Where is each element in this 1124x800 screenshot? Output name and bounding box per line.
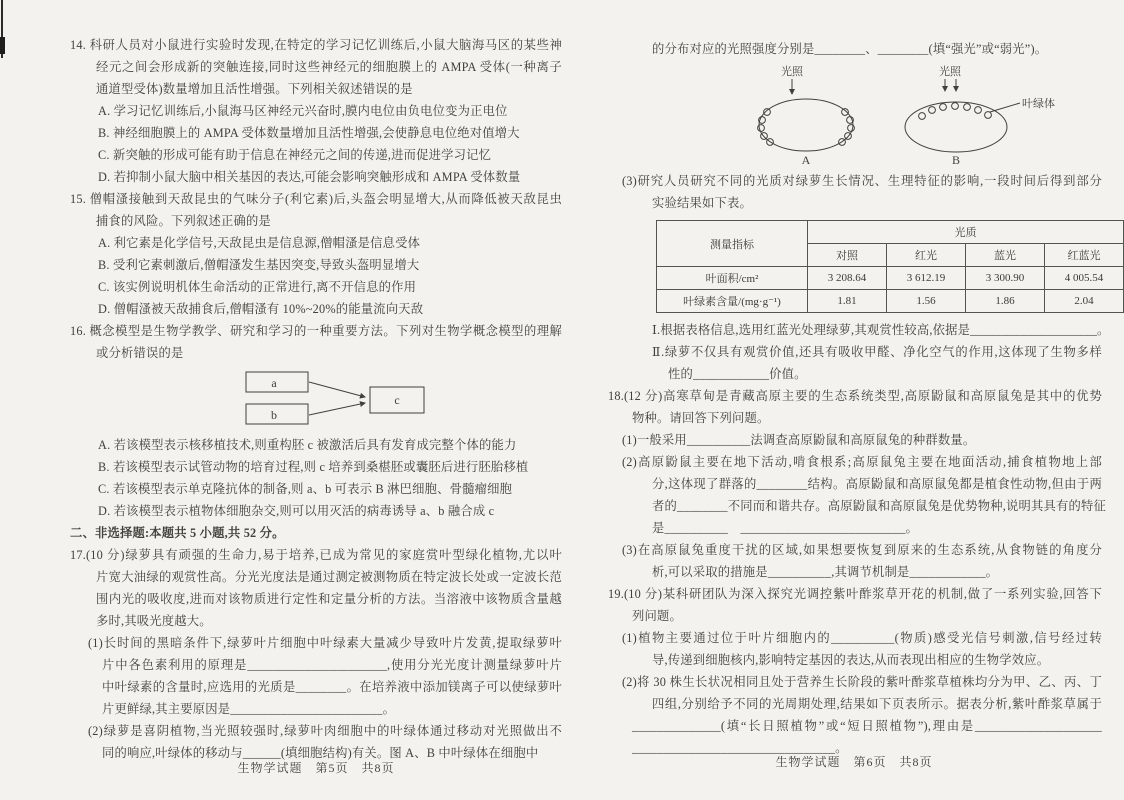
question-18-sub2-line: 者的________不同而和谐共存。高原鼢鼠和高原鼠兔是优势物种,说明其具有的特征 bbox=[652, 499, 1106, 513]
table-row bbox=[657, 290, 1124, 313]
left-page-column bbox=[70, 34, 562, 764]
question-18-sub2-line: 分,这体现了群落的________结构。高原鼢鼠和高原鼠兔都是植食性动物,但由于两 bbox=[652, 477, 1102, 491]
question-17-line: 17.(10 分)绿萝具有顽强的生命力,易于培养,已成为常见的家庭赏叶型绿化植物,尤以叶 bbox=[70, 548, 562, 562]
question-19-line: 19.(10 分)某科研团队为深入探究光调控紫叶酢浆草开花的机制,做了一系列实验,回答下 bbox=[608, 587, 1102, 601]
question-18-sub2-line: (2)高原鼢鼠主要在地下活动,啃食根系;高原鼠兔主要在地面活动,捕食植物地上部 bbox=[622, 455, 1102, 469]
question-19-sub2-line: ________________________________。 bbox=[632, 741, 848, 755]
table-cell: 4 005.54 bbox=[1045, 267, 1124, 290]
option-line: B. 若该模型表示试管动物的培育过程,则 c 培养到桑椹胚或囊胚后进行胚胎移植 bbox=[98, 460, 529, 474]
question-18-sub3-line: 析,可以采取的措施是__________,其调节机制是____________。 bbox=[652, 565, 999, 579]
table-group-header: 光质 bbox=[808, 221, 1124, 244]
question-19-sub1-line: 导,传递到细胞核内,影响特定基因的表达,从而表现出相应的生物学效应。 bbox=[652, 653, 1050, 667]
question-18-sub2-line: 是__________ __________________________。 bbox=[652, 521, 919, 535]
table-cell: 2.04 bbox=[1045, 290, 1124, 313]
light-quality-table bbox=[656, 220, 1124, 313]
table-cell: 1.56 bbox=[887, 290, 966, 313]
option-line: D. 僧帽溞被天敌捕食后,僧帽溞有 10%~20%的能量流向天敌 bbox=[98, 302, 424, 316]
chloroplast-distribution-diagram bbox=[726, 62, 1102, 168]
chloroplast-label: 叶绿体 bbox=[1022, 98, 1055, 110]
option-line: D. 若该模型表示植物体细胞杂交,则可以用灭活的病毒诱导 a、b 融合成 c bbox=[98, 504, 495, 518]
question-14-line: 通道型受体)数量增加且活性增强。下列相关叙述错误的是 bbox=[96, 82, 413, 96]
table-header: 红光 bbox=[887, 244, 966, 267]
table-cell: 3 208.64 bbox=[808, 267, 887, 290]
concept-model-diagram bbox=[238, 370, 562, 430]
table-header-row bbox=[657, 221, 1124, 244]
table-cell: 1.86 bbox=[966, 290, 1045, 313]
question-17-continued bbox=[608, 38, 1110, 385]
table-row bbox=[657, 267, 1124, 290]
option-line: B. 受利它素刺激后,僧帽溞发生基因突变,导致头盔明显增大 bbox=[98, 258, 420, 272]
arrow-a-to-c bbox=[309, 382, 365, 397]
option-line: A. 若该模型表示核移植技术,则重构胚 c 被激活后具有发育成完整个体的能力 bbox=[98, 438, 517, 452]
question-14 bbox=[70, 34, 562, 188]
question-17-sub1-line: 片中各色素利用的原理是______________________,使用分光光度计测量绿萝叶片 bbox=[102, 658, 562, 672]
question-19-sub2-line: 四组,分别给予不同的光周期处理,结果如下页表所示。据表分析,紫叶酢浆草属于 bbox=[652, 697, 1102, 711]
option-line: B. 神经细胞膜上的 AMPA 受体数量增加且活性增强,会使静息电位绝对值增大 bbox=[98, 126, 520, 140]
question-18 bbox=[608, 385, 1106, 583]
question-17-line: 多时,其吸光度越大。 bbox=[96, 614, 212, 628]
question-17-sub1-line: (1)长时间的黑暗条件下,绿萝叶片细胞中叶绿素大量减少导致叶片发黄,提取绿萝叶 bbox=[88, 636, 562, 650]
section-heading: 二、非选择题:本题共 5 小题,共 52 分。 bbox=[70, 526, 285, 540]
table-header: 红蓝光 bbox=[1045, 244, 1124, 267]
question-14-line: 经元之间会形成新的突触连接,同时这些神经元的细胞膜上的 AMPA 受体(一种离子 bbox=[96, 60, 562, 74]
option-line: A. 利它素是化学信号,天敌昆虫是信息源,僧帽溞是信息受体 bbox=[98, 236, 421, 250]
right-page-column bbox=[608, 38, 1110, 759]
question-19-line: 列问题。 bbox=[632, 609, 682, 623]
question-17-sub3-line: 实验结果如下表。 bbox=[652, 196, 752, 210]
question-18-sub3-line: (3)在高原鼠兔重度干扰的区域,如果想要恢复到原来的生态系统,从食物链的角度分 bbox=[622, 543, 1102, 557]
table-corner-header: 测量指标 bbox=[657, 221, 808, 267]
question-17-sub2-line: 同的响应,叶绿体的移动与______(填细胞结构)有关。图 A、B 中叶绿体在细胞中 bbox=[102, 746, 539, 760]
question-18-line: 18.(12 分)高寒草甸是青藏高原主要的生态系统类型,高原鼢鼠和高原鼠兔是其中的优势 bbox=[608, 389, 1102, 403]
question-19 bbox=[608, 583, 1102, 759]
cell-B-label: B bbox=[951, 153, 961, 167]
question-17-roman2-line: 性的____________价值。 bbox=[668, 367, 807, 381]
model-box-b bbox=[246, 404, 308, 424]
question-17-line: 围内光的吸收度,进而对该物质进行定性和定量分析的方法。当溶液中该物质含量越 bbox=[96, 592, 562, 606]
light-label-A: 光照 bbox=[781, 66, 803, 78]
question-17-sub3-line: (3)研究人员研究不同的光质对绿萝生长情况、生理特征的影响,一段时间后得到部分 bbox=[622, 174, 1102, 188]
question-15-line: 15. 僧帽溞接触到天敌昆虫的气味分子(利它素)后,头盔会明显增大,从而降低被天敌昆虫 bbox=[70, 192, 562, 206]
option-line: D. 若抑制小鼠大脑中相关基因的表达,可能会影响突触形成和 AMPA 受体数量 bbox=[98, 170, 521, 184]
question-15-line: 捕食的风险。下列叙述正确的是 bbox=[96, 214, 271, 228]
question-17 bbox=[70, 544, 562, 764]
table-row-label: 叶面积/cm² bbox=[657, 267, 808, 290]
model-box-c-label: c bbox=[394, 393, 400, 407]
arrow-b-to-c bbox=[309, 403, 365, 415]
model-box-b-label: b bbox=[271, 408, 277, 422]
table-header: 对照 bbox=[808, 244, 887, 267]
question-16-line: 或分析错误的是 bbox=[96, 346, 184, 360]
question-16-line: 16. 概念模型是生物学教学、研究和学习的一种重要方法。下列对生物学概念模型的理解 bbox=[70, 324, 562, 338]
table-cell: 3 300.90 bbox=[966, 267, 1045, 290]
table-cell: 3 612.19 bbox=[887, 267, 966, 290]
option-line: A. 学习记忆训练后,小鼠海马区神经元兴奋时,膜内电位由负电位变为正电位 bbox=[98, 104, 508, 118]
model-box-a-label: a bbox=[271, 376, 277, 390]
option-line: C. 该实例说明机体生命活动的正常进行,离不开信息的作用 bbox=[98, 280, 417, 294]
cell-A-chloroplasts bbox=[758, 109, 855, 146]
option-line: C. 新突触的形成可能有助于信息在神经元之间的传递,进而促进学习记忆 bbox=[98, 148, 492, 162]
model-box-a bbox=[246, 372, 308, 392]
table-row-label: 叶绿素含量/(mg·g⁻¹) bbox=[657, 290, 808, 313]
option-line: C. 若该模型表示单克隆抗体的制备,则 a、b 可表示 B 淋巴细胞、骨髓瘤细胞 bbox=[98, 482, 513, 496]
table-header: 蓝光 bbox=[966, 244, 1045, 267]
question-16 bbox=[70, 320, 562, 522]
question-15 bbox=[70, 188, 562, 320]
question-19-sub1-line: (1)植物主要通过位于叶片细胞内的__________(物质)感受光信号刺激,信号经过转 bbox=[622, 631, 1102, 645]
question-17-sub1-line: 中叶绿素的含量时,应选用的光质是________。在培养液中添加镁离子可以使绿萝叶 bbox=[102, 680, 562, 694]
question-17-roman2-line: Ⅱ.绿萝不仅具有观赏价值,还具有吸收甲醛、净化空气的作用,这体现了生物多样 bbox=[652, 345, 1102, 359]
page-footer-right: 生物学试题 第6页 共8页 bbox=[775, 755, 933, 769]
question-19-sub2-line: (2)将 30 株生长状况相同且处于营养生长阶段的紫叶酢浆草植株均分为甲、乙、丙、丁 bbox=[622, 675, 1102, 689]
question-14-line: 14. 科研人员对小鼠进行实验时发现,在特定的学习记忆训练后,小鼠大脑海马区的某些神 bbox=[70, 38, 562, 52]
question-17-sub1-line: 片更鲜绿,其主要原因是________________________。 bbox=[102, 702, 396, 716]
chloroplast-leader-line bbox=[990, 103, 1020, 112]
cell-A-label: A bbox=[801, 153, 811, 167]
question-17-cont-line: 的分布对应的光照强度分别是________、________(填“强光”或“弱光”)。 bbox=[652, 42, 1048, 56]
question-18-line: 物种。请回答下列问题。 bbox=[632, 411, 770, 425]
question-19-sub2-line: ______________(填“长日照植物”或“短日照植物”),理由是____________________ bbox=[632, 719, 1102, 733]
question-17-sub2-line: (2)绿萝是喜阴植物,当光照较强时,绿萝叶肉细胞中的叶绿体通过移动对光照做出不 bbox=[88, 724, 562, 738]
table-cell: 1.81 bbox=[808, 290, 887, 313]
question-17-roman1-line: Ⅰ.根据表格信息,选用红蓝光处理绿萝,其观赏性较高,依据是____________________。 bbox=[652, 323, 1110, 337]
question-17-line: 片宽大油绿的观赏性高。分光光度法是通过测定被测物质在特定波长处或一定波长范 bbox=[96, 570, 562, 584]
scan-blob-artifact bbox=[0, 37, 5, 54]
page-footer-left: 生物学试题 第5页 共8页 bbox=[237, 761, 395, 775]
question-18-sub1-line: (1)一般采用__________法调查高原鼢鼠和高原鼠兔的种群数量。 bbox=[622, 433, 976, 447]
light-label-B: 光照 bbox=[939, 66, 961, 78]
